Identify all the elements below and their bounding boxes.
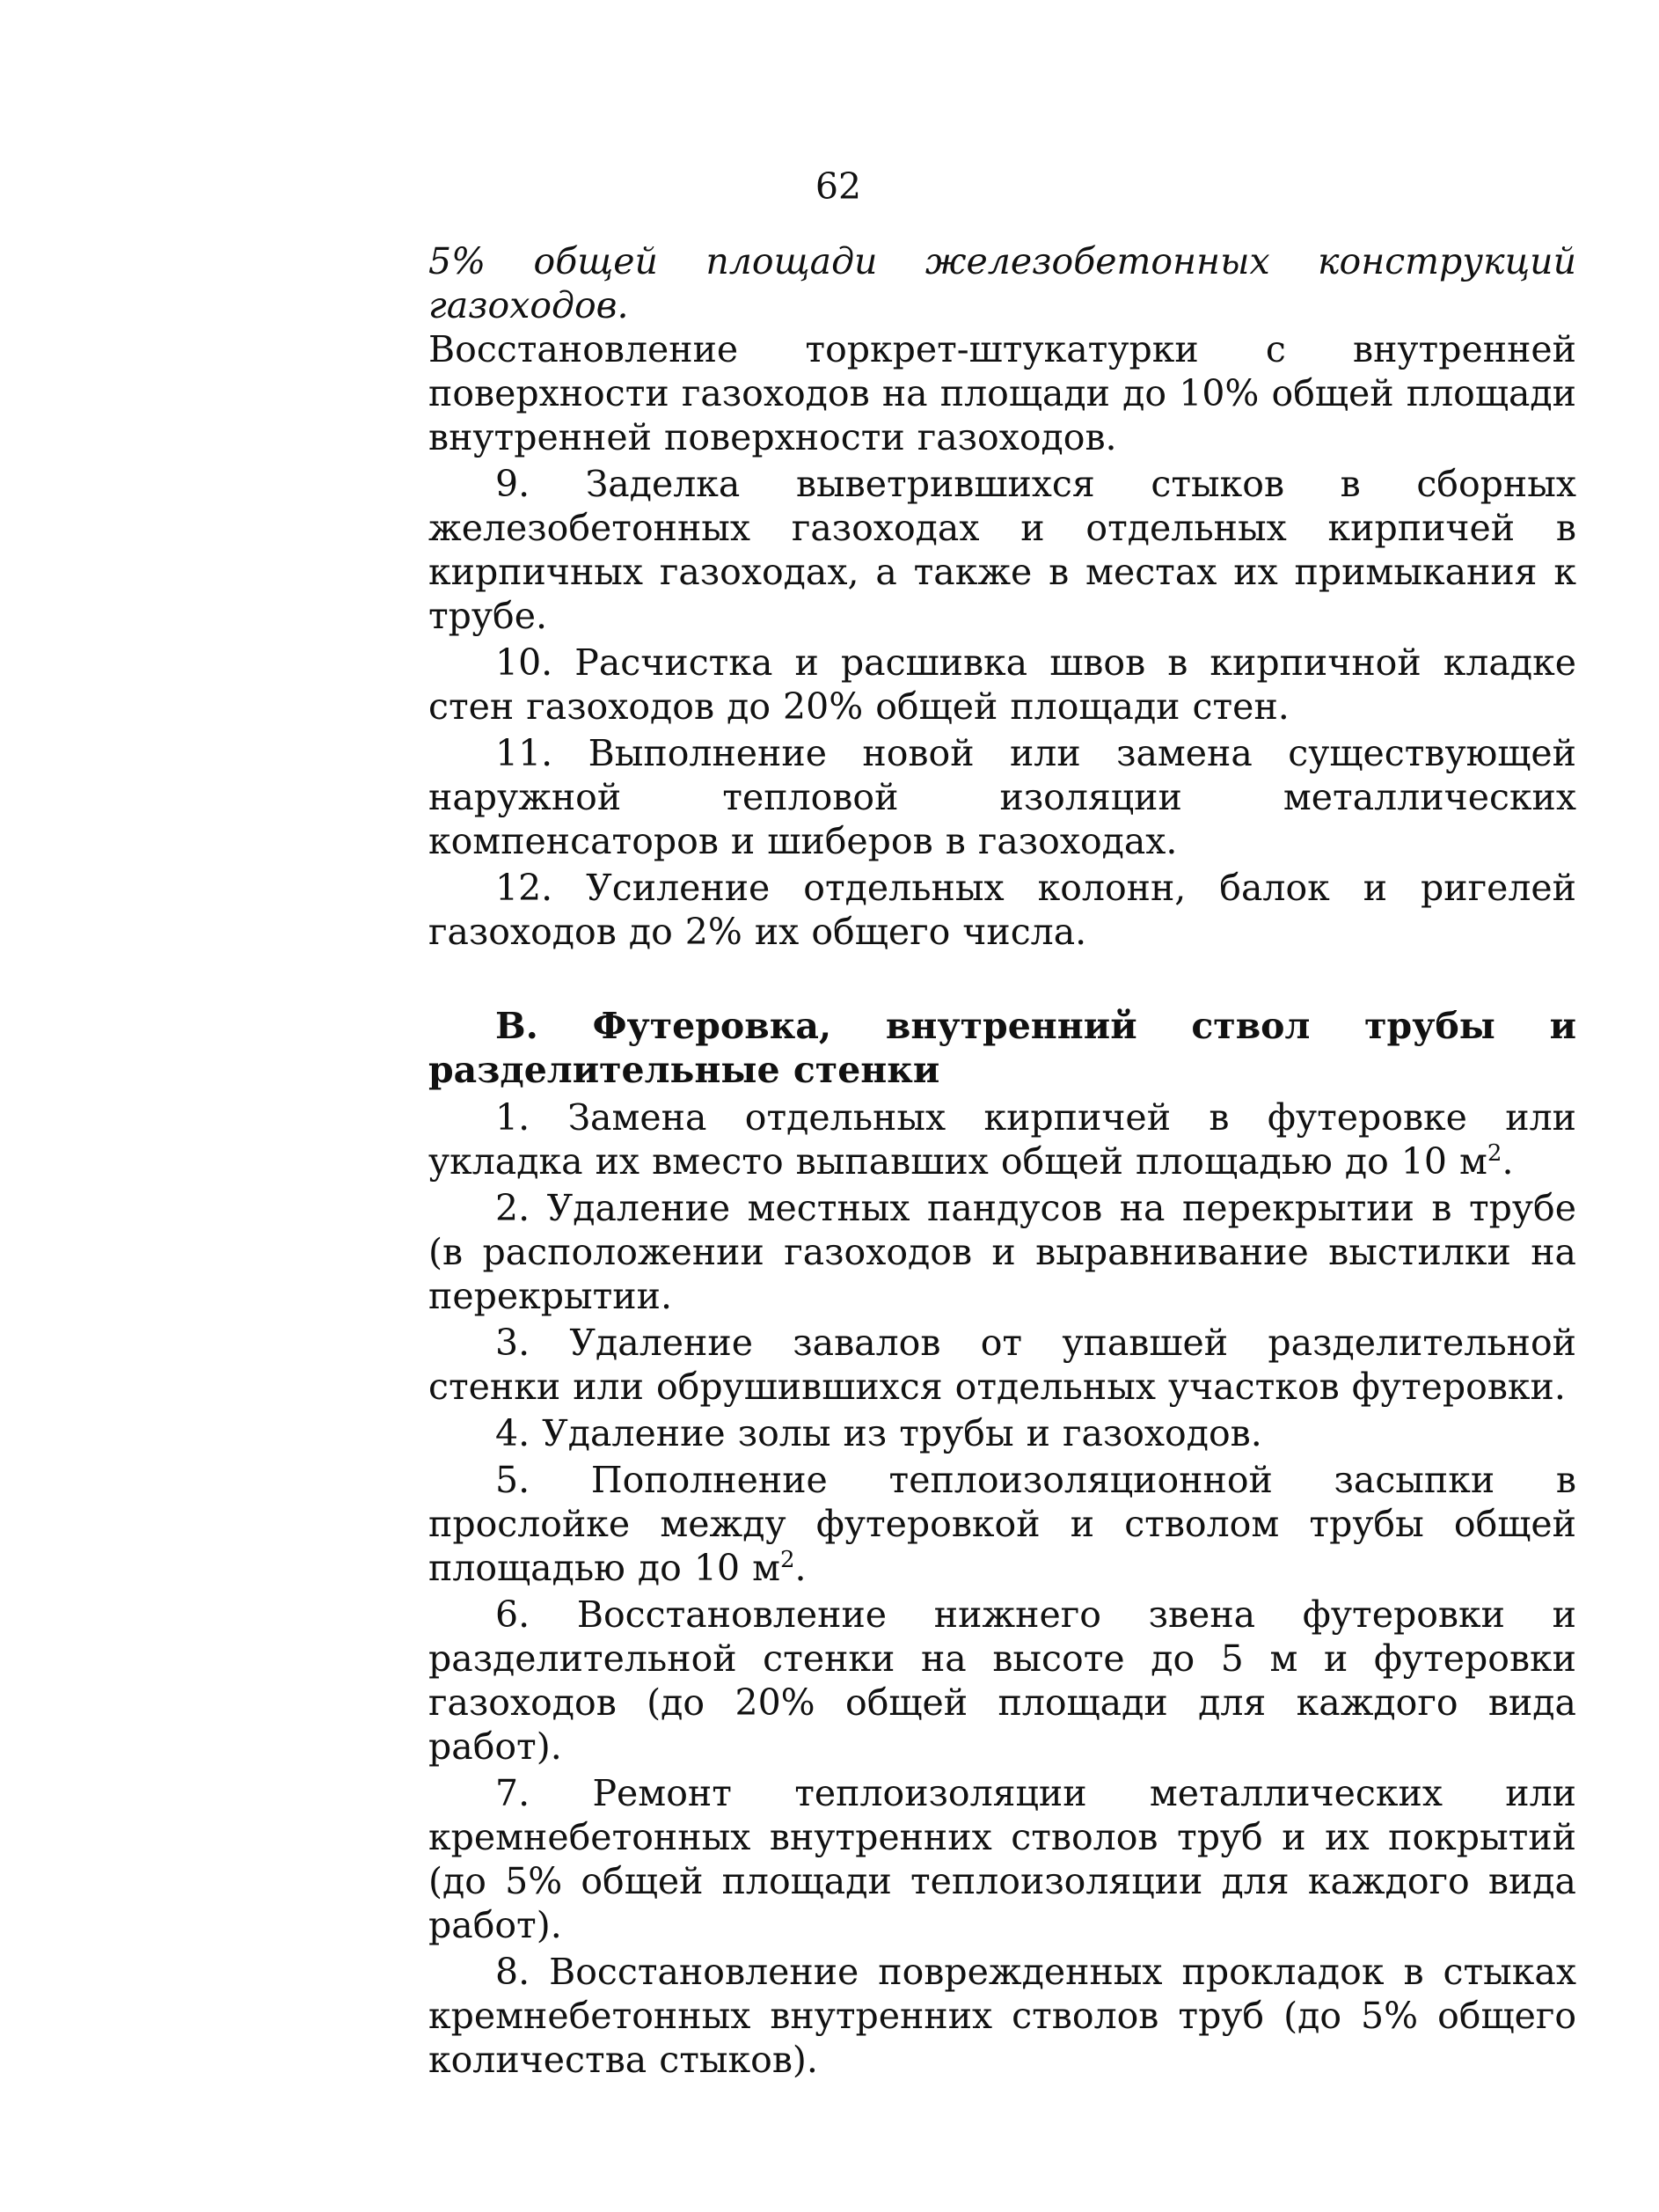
page-number: 62	[815, 165, 862, 208]
intro-text: Восстановление торкрет-штукатурки с внутренней поверхности газоходов на площади до 10% общей площади внутренней поверхности газоходов.	[428, 328, 1576, 458]
section-item-6: 6. Восстановление нижнего звена футеровки и разделительной стенки на высоте до 5 м и футеровки газоходов (до 20% общей площади для каждого вида работ).	[428, 1593, 1576, 1768]
item-9: 9. Заделка выветрившихся стыков в сборных железобетонных газоходах и отдельных кирпичей в кирпичных газоходах, а также в местах их примыкания к трубе.	[428, 463, 1576, 637]
section-item-1-text: 1. Замена отдельных кирпичей в футеровке или укладка их вместо выпавших общей площадью до 10 м	[428, 1096, 1576, 1183]
superscript: 2	[1487, 1140, 1502, 1167]
section-item-1	[428, 1095, 1576, 1183]
section-item-3: 3. Удаление завалов от упавшей разделительной стенки или обрушившихся отдельных участков футеровки.	[428, 1322, 1576, 1408]
section-item-5	[428, 1458, 1576, 1590]
superscript: 2	[779, 1547, 795, 1573]
section-item-8: 8. Восстановление поврежденных прокладок в стыках кремнебетонных внутренних стволов труб (до 5% общего количества стыков).	[428, 1951, 1576, 2081]
section-heading: В. Футеровка, внутренний ствол трубы и разделительные стенки	[428, 1005, 1576, 1091]
section-item-7: 7. Ремонт теплоизоляции металлических или кремнебетонных внутренних стволов труб и их покрытий (до 5% общей площади теплоизоляции для каждого вида работ).	[428, 1772, 1576, 1946]
item-12: 12. Усиление отдельных колонн, балок и ригелей газоходов до 2% их общего числа.	[428, 867, 1576, 953]
section-item-2: 2. Удаление местных пандусов на перекрытии в трубе (в расположении газоходов и выравнивание выстилки на перекрытии.	[428, 1187, 1576, 1317]
item-10: 10. Расчистка и расшивка швов в кирпичной кладке стен газоходов до 20% общей площади стен.	[428, 641, 1576, 728]
page-body	[428, 239, 1576, 2084]
intro-italic-text: 5% общей площади железобетонных конструкций газоходов.	[428, 240, 1576, 326]
section-item-5-end: .	[794, 1547, 807, 1589]
intro-paragraph	[428, 239, 1576, 459]
section-item-1-end: .	[1502, 1140, 1514, 1183]
section-item-4: 4. Удаление золы из трубы и газоходов.	[495, 1412, 1262, 1454]
item-11: 11. Выполнение новой или замена существующей наружной тепловой изоляции металлических компенсаторов и шиберов в газоходах.	[428, 732, 1576, 862]
section-item-5-text: 5. Пополнение теплоизоляционной засыпки в прослойке между футеровкой и стволом трубы общей площадью до 10 м	[428, 1459, 1576, 1589]
